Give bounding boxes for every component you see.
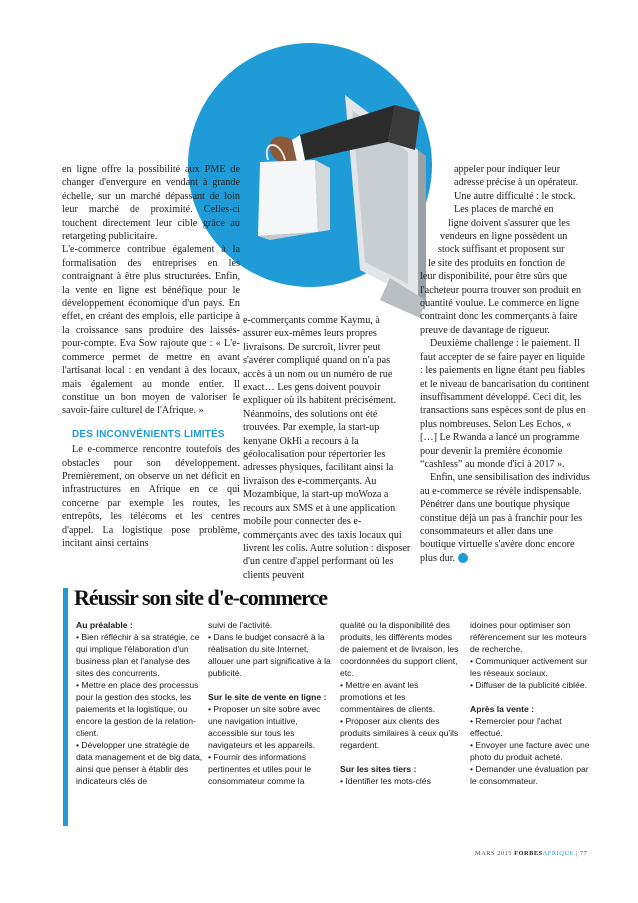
paragraph bbox=[420, 471, 590, 565]
box-text: idoines pour optimiser son référencement sur les moteurs de recherche. bbox=[470, 620, 587, 654]
box-subheading: Au préalable : bbox=[76, 620, 133, 630]
box-text: suivi de l'activité. bbox=[208, 620, 273, 630]
box-list-item: • Dans le budget consacré à la réalisation du site Internet, allouer une part significative à la publicité. bbox=[208, 632, 331, 678]
box-title: Réussir son site d'e-commerce bbox=[74, 585, 328, 610]
box-column-1 bbox=[76, 619, 204, 787]
page-number: 77 bbox=[579, 850, 588, 857]
box-list-item: • Fournir des informations pertinentes et utiles pour le consommateur comme la bbox=[208, 752, 312, 786]
wrapped-line: Une autre difficulté : le stock. bbox=[454, 190, 576, 202]
box-list-item: • Remercier pour l'achat effectué. bbox=[470, 716, 562, 738]
section-heading: DES INCONVÉNIENTS LIMITÉS bbox=[72, 428, 225, 440]
paragraph: en ligne offre la possibilité aux PME de changer d'envergure en vendant à grande échelle, sur un marché dépassant de loin leur marché de proximité. Celles-ci touchent directement leur cible grâce au retargeting publicitaire. bbox=[62, 164, 240, 243]
end-mark-icon: F bbox=[458, 553, 468, 563]
paragraph: Deuxième challenge : le paiement. Il faut accepter de se faire payer en liquide : les paiements en ligne étant peu fiables et le niveau de bancarisation du continent insuffisamment développé. Ceci dit, les transactions sans espèces sont de plus en plus nombreuses. Selon Les Echos, « […] Le Rwanda a lancé un programme pour devenir la première économie “cashless” au monde d'ici à 2017 ». bbox=[420, 338, 590, 470]
box-list-item: • Mettre en avant les promotions et les commentaires de clients. bbox=[340, 680, 436, 714]
wrapped-line: le site des produits en fonction de bbox=[428, 257, 565, 269]
box-list-item: • Bien réfléchir à sa stratégie, ce qui implique l'élaboration d'un business plan et l'analyse des sites des concurrents. bbox=[76, 632, 200, 678]
box-list-item: • Identifier les mots-clés bbox=[340, 776, 431, 786]
wrapped-line: appeler pour indiquer leur bbox=[454, 164, 561, 175]
box-subheading: Sur le site de vente en ligne : bbox=[208, 692, 327, 702]
box-list-item: • Mettre en place des processus pour la gestion des stocks, les paiements et la logistique, ou encore la gestion de la relation-client. bbox=[76, 680, 199, 738]
folio-brand: FORBES bbox=[514, 850, 543, 857]
wrapped-line: Les places de marché en bbox=[454, 204, 554, 216]
box-list-item: • Envoyer une facture avec une photo du produit acheté. bbox=[470, 740, 590, 762]
paragraph: Le e-commerce rencontre toutefois des obstacles pour son développement. Premièrement, on observe un net déficit en infrastructures en Afrique en ce qui concerne par exemple les routes, les entrepôts, les télécoms et les centres d'appel. La logistique pose problème, incitant ainsi certains bbox=[62, 444, 240, 549]
paragraph: leur disponibilité, pour être sûrs que l'acheteur pourra trouver son produit en quantité voulue. Le commerce en ligne contraint donc les commerçants à faire preuve de davantage de rigueur. bbox=[420, 271, 582, 336]
box-column-4 bbox=[470, 619, 590, 787]
box-list-item: • Diffuser de la publicité ciblée. bbox=[470, 680, 588, 690]
paragraph: L'e-commerce contribue également à la formalisation des entreprises en les contraignant à être plus structurées. Enfin, la vente en ligne est bénéfique pour le développement économique d'un pays. En effet, en créant des emplois, elle participe à la croissance sans produire des laissés-pour-compte. Eva Sow rajoute que : « L'e-commerce permet de mettre en avant l'artisanat local : en vendant à des locaux, mais également au monde entier. Il constitue un bon moyen de valoriser le savoir-faire culturel de l'Afrique. » bbox=[62, 244, 240, 417]
box-subheading: Sur les sites tiers : bbox=[340, 764, 417, 774]
box-list-item: • Proposer un site sobre avec une navigation intuitive, accessible sur tous les navigateurs et les appareils. bbox=[208, 704, 321, 750]
page-folio bbox=[475, 850, 587, 857]
box-list-item: • Proposer aux clients des produits similaires à ceux qu'ils regardent. bbox=[340, 716, 459, 750]
article-column-2 bbox=[243, 314, 411, 582]
box-accent-bar bbox=[63, 588, 68, 826]
folio-date: MARS 2015 bbox=[475, 850, 512, 857]
box-list-item: • Développer une stratégie de data management et de big data, ainsi que penser à établir des indicateurs clés de bbox=[76, 740, 203, 786]
wrapped-line: ligne doivent s'assurer que les bbox=[448, 217, 570, 229]
wrapped-line: stock suffisant et proposent sur bbox=[438, 244, 565, 256]
article-column-1 bbox=[62, 163, 240, 550]
paragraph: e-commerçants comme Kaymu, à assurer eux-mêmes leurs propres livraisons. De surcroît, livrer peut s'avérer compliqué quand on n'a pas accès à un nom ou un numéro de rue exact… Les gens doivent pouvoir expliquer où ils habitent précisément. Néanmoins, des solutions ont été trouvées. Par exemple, la start-up kenyane OkHi a recours à la géolocalisation pour répertorier les adresses physiques, facilitant ainsi la livraison des e-commerçants. Au Mozambique, la start-up moWoza a recours aux SMS et à une application mobile pour connecter des e-commerçants avec des taxis locaux qui livrent les colis. Autre solution : disposer d'un centre d'appel performant où les clients peuvent bbox=[243, 315, 411, 581]
paragraph-text: Enfin, une sensibilisation des individus au e-commerce se révèle indispensable. Pénétrer dans une boutique physique constitue déjà un pas à franchir pour les consommateurs et aller dans une boutique virtuelle s'avère donc encore plus dur. bbox=[420, 472, 590, 564]
folio-separator: | bbox=[576, 850, 578, 857]
wrapped-line: adresse précise à un opérateur. bbox=[454, 177, 579, 189]
box-list-item: • Demander une évaluation par le consommateur. bbox=[470, 764, 589, 786]
wrapped-line: vendeurs en ligne possèdent un bbox=[440, 231, 568, 243]
box-column-3 bbox=[340, 619, 460, 787]
box-text: qualité ou la disponibilité des produits, les différents modes de paiement et de livraison, les coordonnées du support client, etc. bbox=[340, 620, 459, 678]
box-list-item: • Communiquer activement sur les réseaux sociaux. bbox=[470, 656, 588, 678]
box-column-2 bbox=[208, 619, 333, 787]
article-column-3 bbox=[420, 163, 590, 565]
box-subheading: Après la vente : bbox=[470, 704, 534, 714]
folio-edition: AFRIQUE bbox=[542, 850, 574, 857]
